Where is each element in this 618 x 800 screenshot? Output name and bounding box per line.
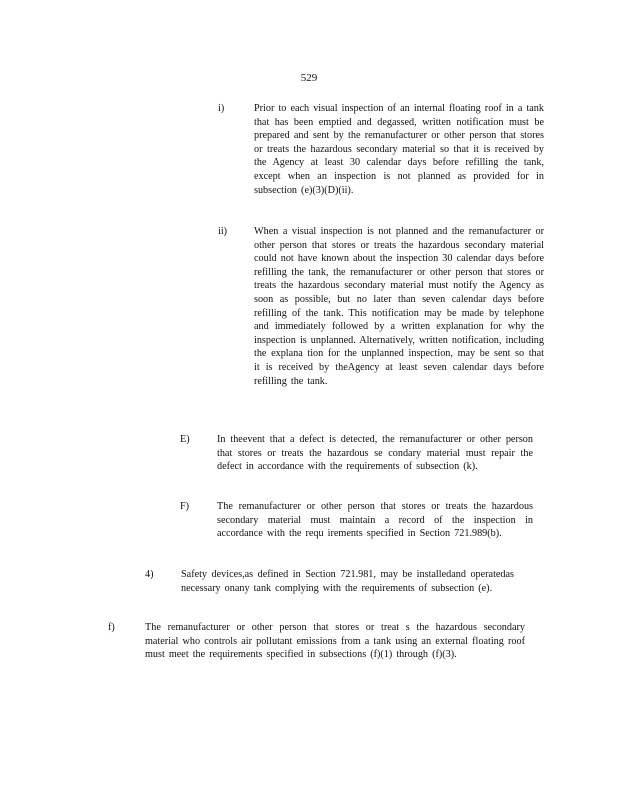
item-label: f) (108, 622, 115, 633)
item-text: The remanufacturer or other person that stores or treats the hazardous secondary material must maintain a record of the inspection in accordance with the requ irements specified in Section 721.989(b). (217, 501, 533, 540)
item-label: E) (180, 434, 190, 445)
item-text: In theevent that a defect is detected, the remanufacturer or other person that stores or treats the hazardous se condary material must repair the defect in accordance with the requirements of subsection (k). (217, 434, 533, 473)
item-label: ii) (218, 226, 228, 237)
item-text: Safety devices,as defined in Section 721.981, may be installedand operatedas necessary onany tank complying with the requirements of subsection (e). (181, 569, 514, 594)
item-text: The remanufacturer or other person that stores or treat s the hazardous secondary material who controls air pollutant emissions from a tank using an external floating roof must meet the requirements specified in subsections (f)(1) through (f)(3). (145, 622, 525, 661)
page-number: 529 (300, 72, 318, 84)
item-label: 4) (145, 569, 154, 580)
item-text: Prior to each visual inspection of an internal floating roof in a tank that has been emptied and degassed, written notification must be prepared and sent by the remanufacturer or other person that stores or treats the hazardous secondary material so that it is received by the Agency at least 30 calendar days before refilling the tank, except when an inspection is not planned as provided for in subsection (e)(3)(D)(ii). (254, 103, 544, 196)
item-text: When a visual inspection is not planned and the remanufacturer or other person that stores or treats the hazardous secondary material could not have known about the inspection 30 calendar days before refilling the tank, the remanufacturer or other person that stores or treats the hazardous secondary material must notify the Agency as soon as possible, but no later than seven calendar days before refilling of the tank. This notification may be made by telephone and immediately followed by a written explanation for why the inspection is unplanned. Alternatively, written notification, including the explana tion for the unplanned inspection, may be sent so that it is received by theAgency at least seven calendar days before refilling the tank. (254, 226, 544, 387)
item-label: i) (218, 103, 225, 114)
item-label: F) (180, 501, 190, 512)
